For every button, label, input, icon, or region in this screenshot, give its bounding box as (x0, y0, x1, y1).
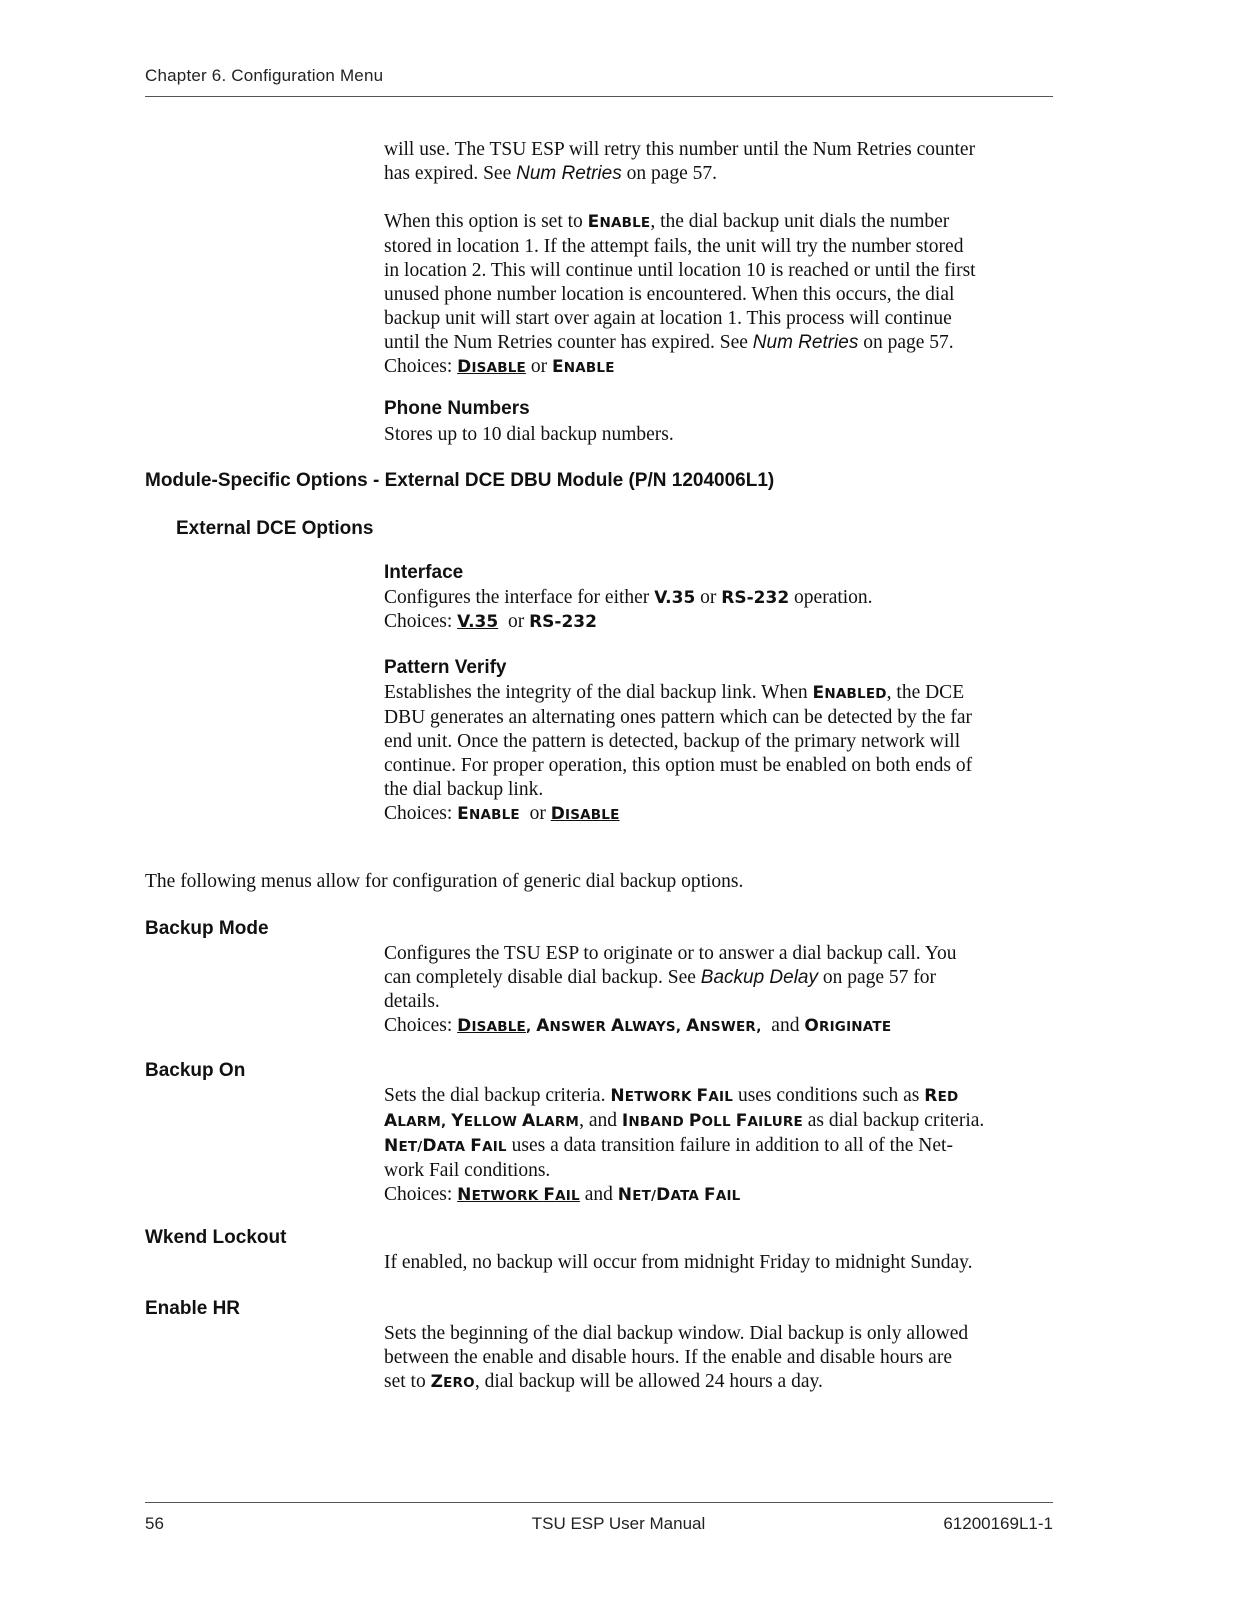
choice-originate: ORIGINATE (804, 1016, 892, 1036)
cross-reference: Num Retries (516, 163, 622, 184)
text-span: When this option is set to (384, 211, 588, 232)
text-line (384, 966, 1056, 990)
option-zero: ZERO (430, 1372, 475, 1392)
option-network-fail: NETWORK FAIL (610, 1086, 734, 1106)
text-span: uses conditions such as (733, 1085, 925, 1106)
option-net-data-fail: NET/DATA FAIL (384, 1136, 507, 1156)
text-line: end unit. Once the pattern is detected, backup of the primary network will (384, 731, 961, 752)
continuation-paragraph (384, 138, 1056, 186)
text-line (384, 331, 1056, 355)
option-yellow-alarm: YELLOW ALARM (451, 1111, 580, 1131)
backup-on-paragraph (384, 1084, 1056, 1208)
text-line (384, 210, 1056, 235)
text-line: Sets the beginning of the dial backup window. Dial backup is only allowed (384, 1323, 969, 1344)
phone-numbers-text: Stores up to 10 dial backup numbers. (384, 424, 674, 445)
text-span: , and (579, 1110, 622, 1131)
backup-on-heading: Backup On (145, 1060, 246, 1081)
choices-line (384, 1183, 1056, 1208)
text-line: between the enable and disable hours. If the enable and disable hours are (384, 1347, 952, 1368)
text-span: Configures the interface for either (384, 587, 655, 608)
text-span: operation. (789, 587, 873, 608)
choice-enable: ENABLE (457, 804, 520, 824)
text-line: unused phone number location is encountered. When this occurs, the dial (384, 284, 955, 305)
text-line: stored in location 1. If the attempt fails, the unit will try the number stored (384, 236, 964, 257)
enable-hr-heading: Enable HR (145, 1298, 241, 1319)
choices-label: Choices: (384, 611, 458, 632)
option-enable: ENABLE (587, 212, 651, 232)
backup-mode-paragraph (384, 942, 1056, 1039)
text-span: and (761, 1015, 805, 1036)
text-span: or (519, 803, 551, 824)
choice-rs232: RS-232 (529, 612, 597, 632)
separator: , (525, 1019, 537, 1035)
text-span: set to (384, 1371, 431, 1392)
choice-answer-always: ANSWER ALWAYS (536, 1016, 676, 1036)
choices-label: Choices: (384, 803, 458, 824)
interface-paragraph (384, 586, 1056, 634)
text-line: DBU generates an alternating ones pattern which can be detected by the far (384, 707, 972, 728)
text-span: uses a data transition failure in addition to all of the Net- (506, 1135, 953, 1156)
text-line (384, 1084, 1056, 1109)
enable-paragraph (384, 210, 1056, 380)
document-number: 61200169L1-1 (943, 1514, 1053, 1533)
text-span: , the dial backup unit dials the number (650, 211, 950, 232)
wkend-lockout-heading: Wkend Lockout (145, 1227, 287, 1248)
cross-reference: Backup Delay (700, 967, 818, 988)
text-span: as dial backup criteria. (802, 1110, 985, 1131)
text-line: backup unit will start over again at location 1. This process will continue (384, 308, 952, 329)
text-span: , dial backup will be allowed 24 hours a day. (474, 1371, 823, 1392)
text-span: or (498, 611, 530, 632)
choice-v35-default: V.35 (457, 612, 499, 632)
text-line: continue. For proper operation, this option must be enabled on both ends of (384, 755, 973, 776)
choice-net-data-fail: NET/DATA FAIL (617, 1185, 741, 1205)
external-dce-heading: External DCE Options (176, 518, 374, 539)
footer-rule (145, 1502, 1053, 1503)
text-line (384, 1370, 1056, 1395)
cross-reference: Num Retries (752, 332, 859, 353)
text-line: in location 2. This will continue until location 10 is reached or until the first (384, 260, 976, 281)
text-line: Configures the TSU ESP to originate or to answer a dial backup call. You (384, 943, 957, 964)
separator: , (441, 1114, 452, 1130)
option-rs232: RS-232 (721, 588, 790, 608)
text-line: details. (384, 991, 440, 1012)
choices-line (384, 355, 1056, 380)
text-span: Sets the dial backup criteria. (384, 1085, 611, 1106)
choice-answer: ANSWER, (686, 1016, 762, 1036)
text-span: , the DCE (886, 682, 965, 703)
text-line (384, 162, 1056, 186)
text-line (384, 586, 1056, 610)
text-span: on page 57. (858, 332, 954, 353)
text-line: work Fail conditions. (384, 1160, 551, 1181)
text-span: or (695, 587, 722, 608)
choice-disable-default: DISABLE (550, 804, 620, 824)
option-enabled: ENABLED (812, 683, 887, 703)
text-span: on page 57 for (818, 967, 937, 988)
text-span: and (579, 1184, 618, 1205)
text-span: Establishes the integrity of the dial backup link. When (384, 682, 813, 703)
backup-mode-heading: Backup Mode (145, 918, 269, 939)
choice-disable-default: DISABLE (457, 1016, 526, 1036)
text-span: has expired. See (384, 163, 517, 184)
header-rule (145, 96, 1053, 97)
choice-enable: ENABLE (551, 357, 615, 377)
page-number: 56 (145, 1514, 164, 1533)
choices-line (384, 802, 1056, 827)
option-inband-poll-failure: INBAND POLL FAILURE (621, 1111, 803, 1131)
module-section-heading: Module-Specific Options - External DCE DBU Module (P/N 1204006L1) (145, 470, 775, 491)
option-alarm: ALARM (384, 1111, 442, 1131)
choice-disable-default: DISABLE (457, 357, 526, 377)
text-line (384, 1109, 1056, 1134)
text-line: will use. The TSU ESP will retry this number until the Num Retries counter (384, 139, 976, 160)
text-span: or (525, 356, 552, 377)
option-v35: V.35 (654, 588, 696, 608)
manual-title: TSU ESP User Manual (531, 1514, 706, 1533)
text-line: the dial backup link. (384, 779, 544, 800)
choice-network-fail-default: NETWORK FAIL (457, 1185, 580, 1205)
text-span: can completely disable dial backup. See (384, 967, 701, 988)
interface-heading: Interface (384, 562, 464, 583)
choices-line (384, 610, 1056, 634)
option-red: RED (924, 1086, 959, 1106)
text-span: on page 57. (621, 163, 718, 184)
text-span: until the Num Retries counter has expired. See (384, 332, 753, 353)
running-header: Chapter 6. Configuration Menu (145, 66, 384, 85)
choices-label: Choices: (384, 1184, 458, 1205)
choices-line (384, 1014, 1056, 1039)
generic-intro: The following menus allow for configuration of generic dial backup options. (145, 871, 744, 892)
wkend-lockout-text: If enabled, no backup will occur from midnight Friday to midnight Sunday. (384, 1252, 973, 1273)
separator: , (675, 1019, 687, 1035)
choices-label: Choices: (384, 1015, 458, 1036)
phone-numbers-heading: Phone Numbers (384, 398, 530, 419)
pattern-verify-heading: Pattern Verify (384, 657, 507, 678)
pattern-verify-paragraph (384, 681, 1056, 827)
text-line (384, 681, 1056, 706)
text-line (384, 1134, 1056, 1159)
enable-hr-paragraph (384, 1322, 1056, 1395)
choices-label: Choices: (384, 356, 458, 377)
